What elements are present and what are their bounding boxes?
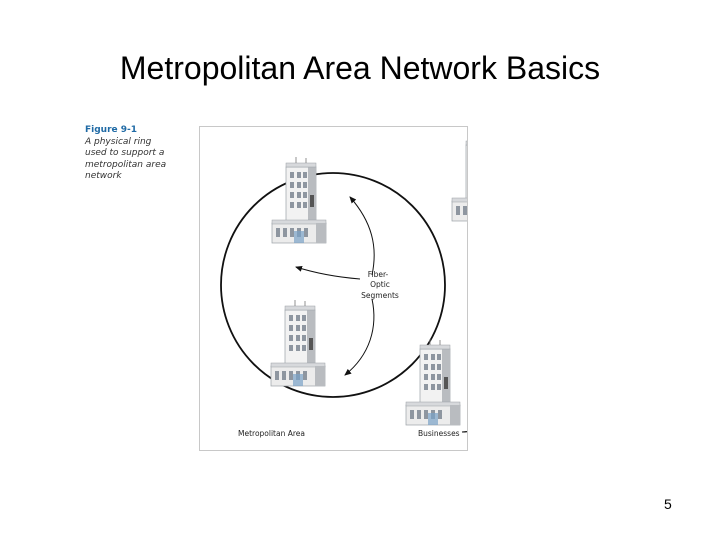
page-number: 5	[664, 496, 672, 512]
businesses-arrow-1	[462, 412, 467, 432]
building-left-lower-icon	[271, 300, 325, 386]
figure-caption	[85, 125, 195, 183]
building-left-upper-icon	[272, 157, 326, 243]
caption-line-3: metropolitan area	[85, 159, 167, 170]
label-segments-3: Segments	[361, 291, 399, 300]
network-diagram	[199, 126, 468, 451]
slide-title: Metropolitan Area Network Basics	[119, 50, 601, 86]
figure-number: Figure 9-1	[85, 125, 138, 135]
fiber-ring	[221, 173, 445, 397]
label-metropolitan-area: Metropolitan Area	[238, 429, 305, 438]
segment-arrow-left	[296, 267, 360, 279]
label-businesses: Businesses	[418, 429, 460, 438]
caption-line-2: used to support a	[85, 148, 165, 158]
segment-arrow-lower	[345, 299, 374, 375]
label-segments-1: Fiber-	[367, 270, 389, 279]
caption-line-1: A physical ring	[85, 136, 152, 147]
segment-arrow-upper	[350, 197, 374, 275]
building-top-icon	[452, 135, 467, 221]
label-segments-2: Optic	[370, 280, 390, 289]
caption-line-4: network	[85, 171, 122, 181]
businesses-arrow-2	[462, 329, 467, 432]
building-bottom-icon	[406, 339, 460, 425]
